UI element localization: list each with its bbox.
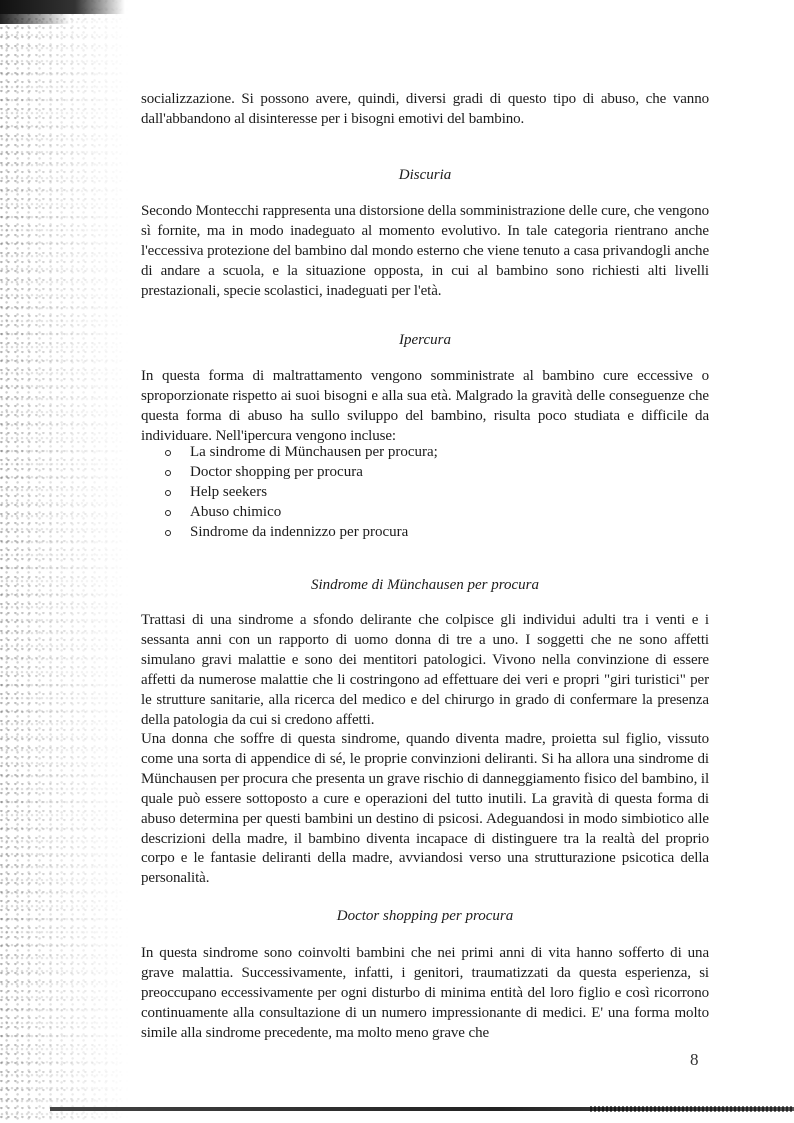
bullet-icon bbox=[165, 510, 171, 516]
scan-bottom-rule bbox=[50, 1107, 794, 1111]
list-item: Doctor shopping per procura bbox=[163, 463, 438, 483]
bullet-icon bbox=[165, 490, 171, 496]
discuria-paragraph: Secondo Montecchi rappresenta una distorsione della somministrazione delle cure, che vengono sì fornite, ma in modo inadeguato al momento evolutivo. In tale categoria rientrano anche l'eccessiva protezione del bambino dal mondo esterno che viene tenuto a casa privandogli anche di andare a scuola, e la situazione opposta, in cui al bambino sono richiesti alti livelli prestazionali, specie scolastici, inadeguati per l'età. bbox=[141, 203, 709, 299]
page-number: 8 bbox=[690, 1050, 699, 1069]
scan-edge-noise bbox=[0, 0, 130, 1123]
munchausen-paragraph-1: Trattasi di una sindrome a sfondo delirante che colpisce gli individui adulti tra i venti e i sessanta anni con un rapporto di uomo donna di tre a uno. I soggetti che ne sono affetti simulano gravi malattie e sono dei mentitori patologici. Vivono nella convinzione di essere affetti da numerose malattie che li costringono ad effettuare dei veri e propri "giri turistici" per le strutture sanitarie, alla ricerca del medico e del chirurgo in grado di confermare la presenza della patologia da cui si credono affetti. bbox=[141, 612, 709, 728]
bullet-icon bbox=[165, 470, 171, 476]
bullet-icon bbox=[165, 450, 171, 456]
list-item: Help seekers bbox=[163, 483, 438, 503]
ipercura-list bbox=[163, 443, 438, 543]
doctor-shopping-paragraph: In questa sindrome sono coinvolti bambini che nei primi anni di vita hanno sofferto di una grave malattia. Successivamente, infatti, i genitori, traumatizzati da questa esperienza, si preoccupano eccessivamente per ogni disturbo di minima entità del loro figlio e così ricorrono continuamente alla consultazione di un numero impressionante di medici. E' una forma molto simile alla sindrome precedente, ma molto meno grave che bbox=[141, 945, 709, 1041]
heading-ipercura: Ipercura bbox=[399, 332, 451, 348]
list-item: La sindrome di Münchausen per procura; bbox=[163, 443, 438, 463]
intro-paragraph: socializzazione. Si possono avere, quindi, diversi gradi di questo tipo di abuso, che vanno dall'abbandono al disinteresse per i bisogni emotivi del bambino. bbox=[141, 91, 709, 127]
ipercura-paragraph: In questa forma di maltrattamento vengono somministrate al bambino cure eccessive o sproporzionate rispetto ai suoi bisogni e alla sua età. Malgrado la gravità delle conseguenze che questa forma di abuso ha sullo sviluppo del bambino, risulta poco studiata e difficile da individuare. Nell'ipercura vengono incluse: bbox=[141, 368, 709, 444]
heading-munchausen: Sindrome di Münchausen per procura bbox=[310, 577, 540, 593]
bullet-icon bbox=[165, 530, 171, 536]
munchausen-paragraph-2: Una donna che soffre di questa sindrome, quando diventa madre, proietta sul figlio, vissuto come una sorta di appendice di sé, le proprie convinzioni deliranti. Si ha allora una sindrome di Münchausen per procura che presenta un grave rischio di danneggiamento fisico del bambino, il quale può essere sottoposto a cure e operazioni del tutto inutili. La gravità di questa forma di abuso determina per questi bambini un destino di psicosi. Adeguandosi in modo simbiotico alle descrizioni della madre, il bambino diventa incapace di distinguere tra la realtà del proprio corpo e le fantasie deliranti della madre, avviandosi verso una strutturazione psicotica della personalità. bbox=[141, 731, 710, 887]
heading-doctor-shopping: Doctor shopping per procura bbox=[336, 908, 514, 924]
list-item: Sindrome da indennizzo per procura bbox=[163, 523, 438, 543]
list-item: Abuso chimico bbox=[163, 503, 438, 523]
scan-corner-mark bbox=[0, 0, 125, 14]
heading-discuria: Discuria bbox=[398, 167, 452, 183]
